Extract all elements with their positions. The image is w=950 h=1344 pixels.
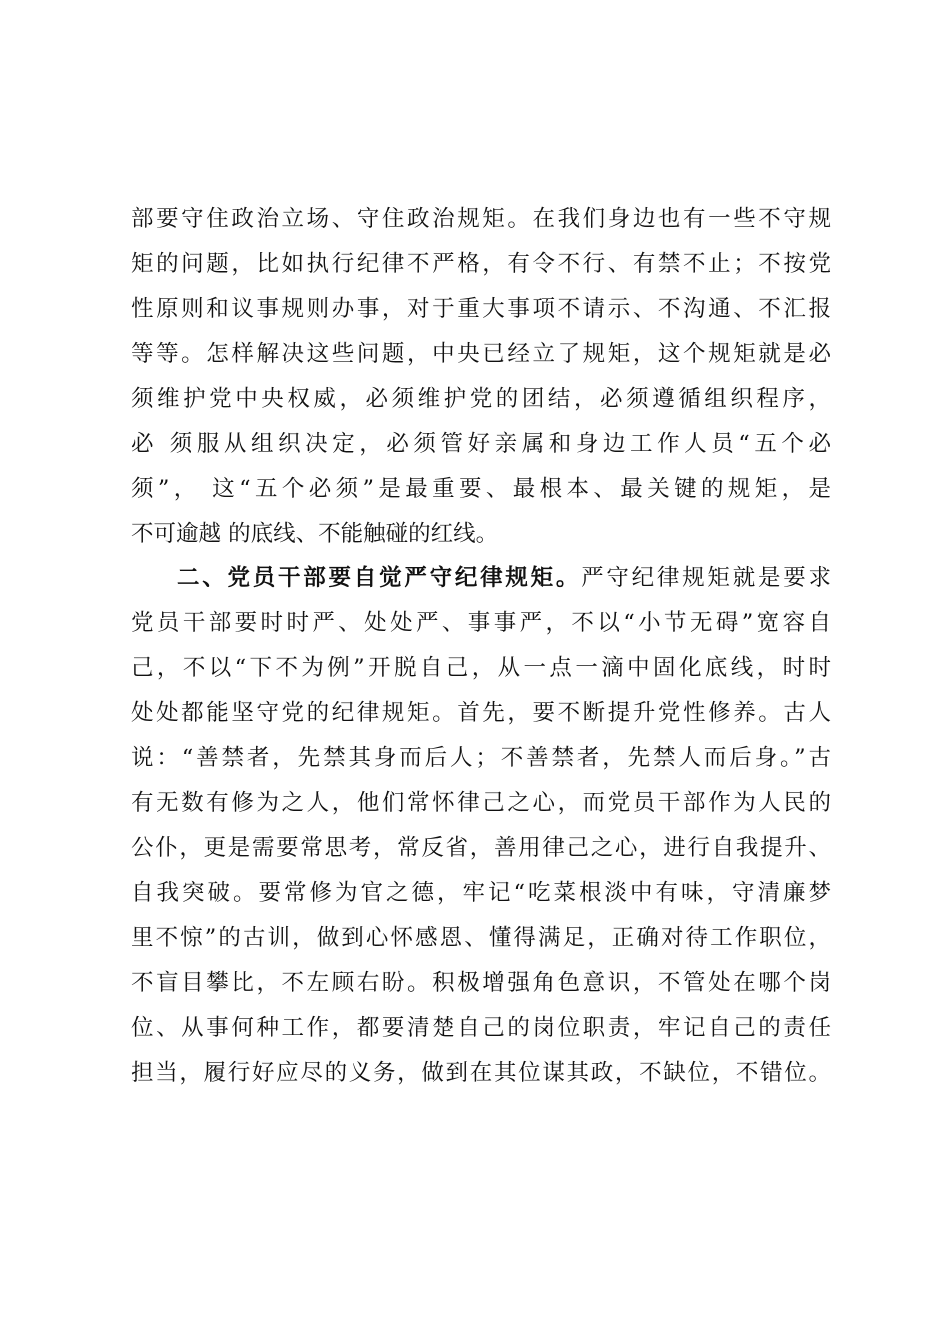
paragraph-line: 位、从事何种工作，都要清楚自己的岗位职责，牢记自己的责任 <box>131 1015 831 1041</box>
paragraph-line: 须”， 这“五个必须”是最重要、最根本、最关键的规矩，是 <box>131 476 831 502</box>
paragraph-line: 部要守住政治立场、守住政治规矩。在我们身边也有一些不守规 <box>131 206 831 232</box>
paragraph-first-line <box>131 556 831 601</box>
paragraph-line: 须维护党中央权威，必须维护党的团结，必须遵循组织程序， <box>131 386 831 412</box>
paragraph-line: 担当，履行好应尽的义务，做到在其位谋其政，不缺位，不错位。 <box>131 1060 831 1086</box>
paragraph-line: 处处都能坚守党的纪律规矩。首先，要不断提升党性修养。古人 <box>131 700 831 726</box>
paragraph-1 <box>131 197 831 557</box>
paragraph-line: 性原则和议事规则办事，对于重大事项不请示、不沟通、不汇报 <box>131 296 831 322</box>
paragraph-line: 自我突破。要常修为官之德，牢记“吃菜根淡中有味，守清廉梦 <box>131 880 831 906</box>
section-heading: 二、党员干部要自觉严守纪律规矩。 <box>177 565 582 591</box>
paragraph-line: 有无数有修为之人，他们常怀律己之心，而党员干部作为人民的 <box>131 790 831 816</box>
paragraph-2 <box>131 556 831 1096</box>
paragraph-line: 说：“善禁者，先禁其身而后人；不善禁者，先禁人而后身。”古 <box>131 745 831 771</box>
paragraph-line: 里不惊”的古训，做到心怀感恩、懂得满足，正确对待工作职位， <box>131 925 831 951</box>
paragraph-line: 党员干部要时时严、处处严、事事严，不以“小节无碍”宽容自 <box>131 610 831 636</box>
paragraph-line: 己，不以“下不为例”开脱自己，从一点一滴中固化底线，时时 <box>131 655 831 681</box>
paragraph-line: 公仆，更是需要常思考，常反省，善用律己之心，进行自我提升、 <box>131 835 831 861</box>
paragraph-line: 等等。怎样解决这些问题，中央已经立了规矩，这个规矩就是必 <box>131 341 831 367</box>
paragraph-line: 不可逾越 的底线、不能触碰的红线。 <box>131 521 499 547</box>
paragraph-line: 不盲目攀比，不左顾右盼。积极增强角色意识，不管处在哪个岗 <box>131 970 831 996</box>
paragraph-line: 矩的问题，比如执行纪律不严格，有令不行、有禁不止；不按党 <box>131 251 831 277</box>
heading-line-text: 严守纪律规矩就是要求 <box>581 565 831 591</box>
paragraph-line: 必 须服从组织决定，必须管好亲属和身边工作人员“五个必 <box>131 431 831 457</box>
